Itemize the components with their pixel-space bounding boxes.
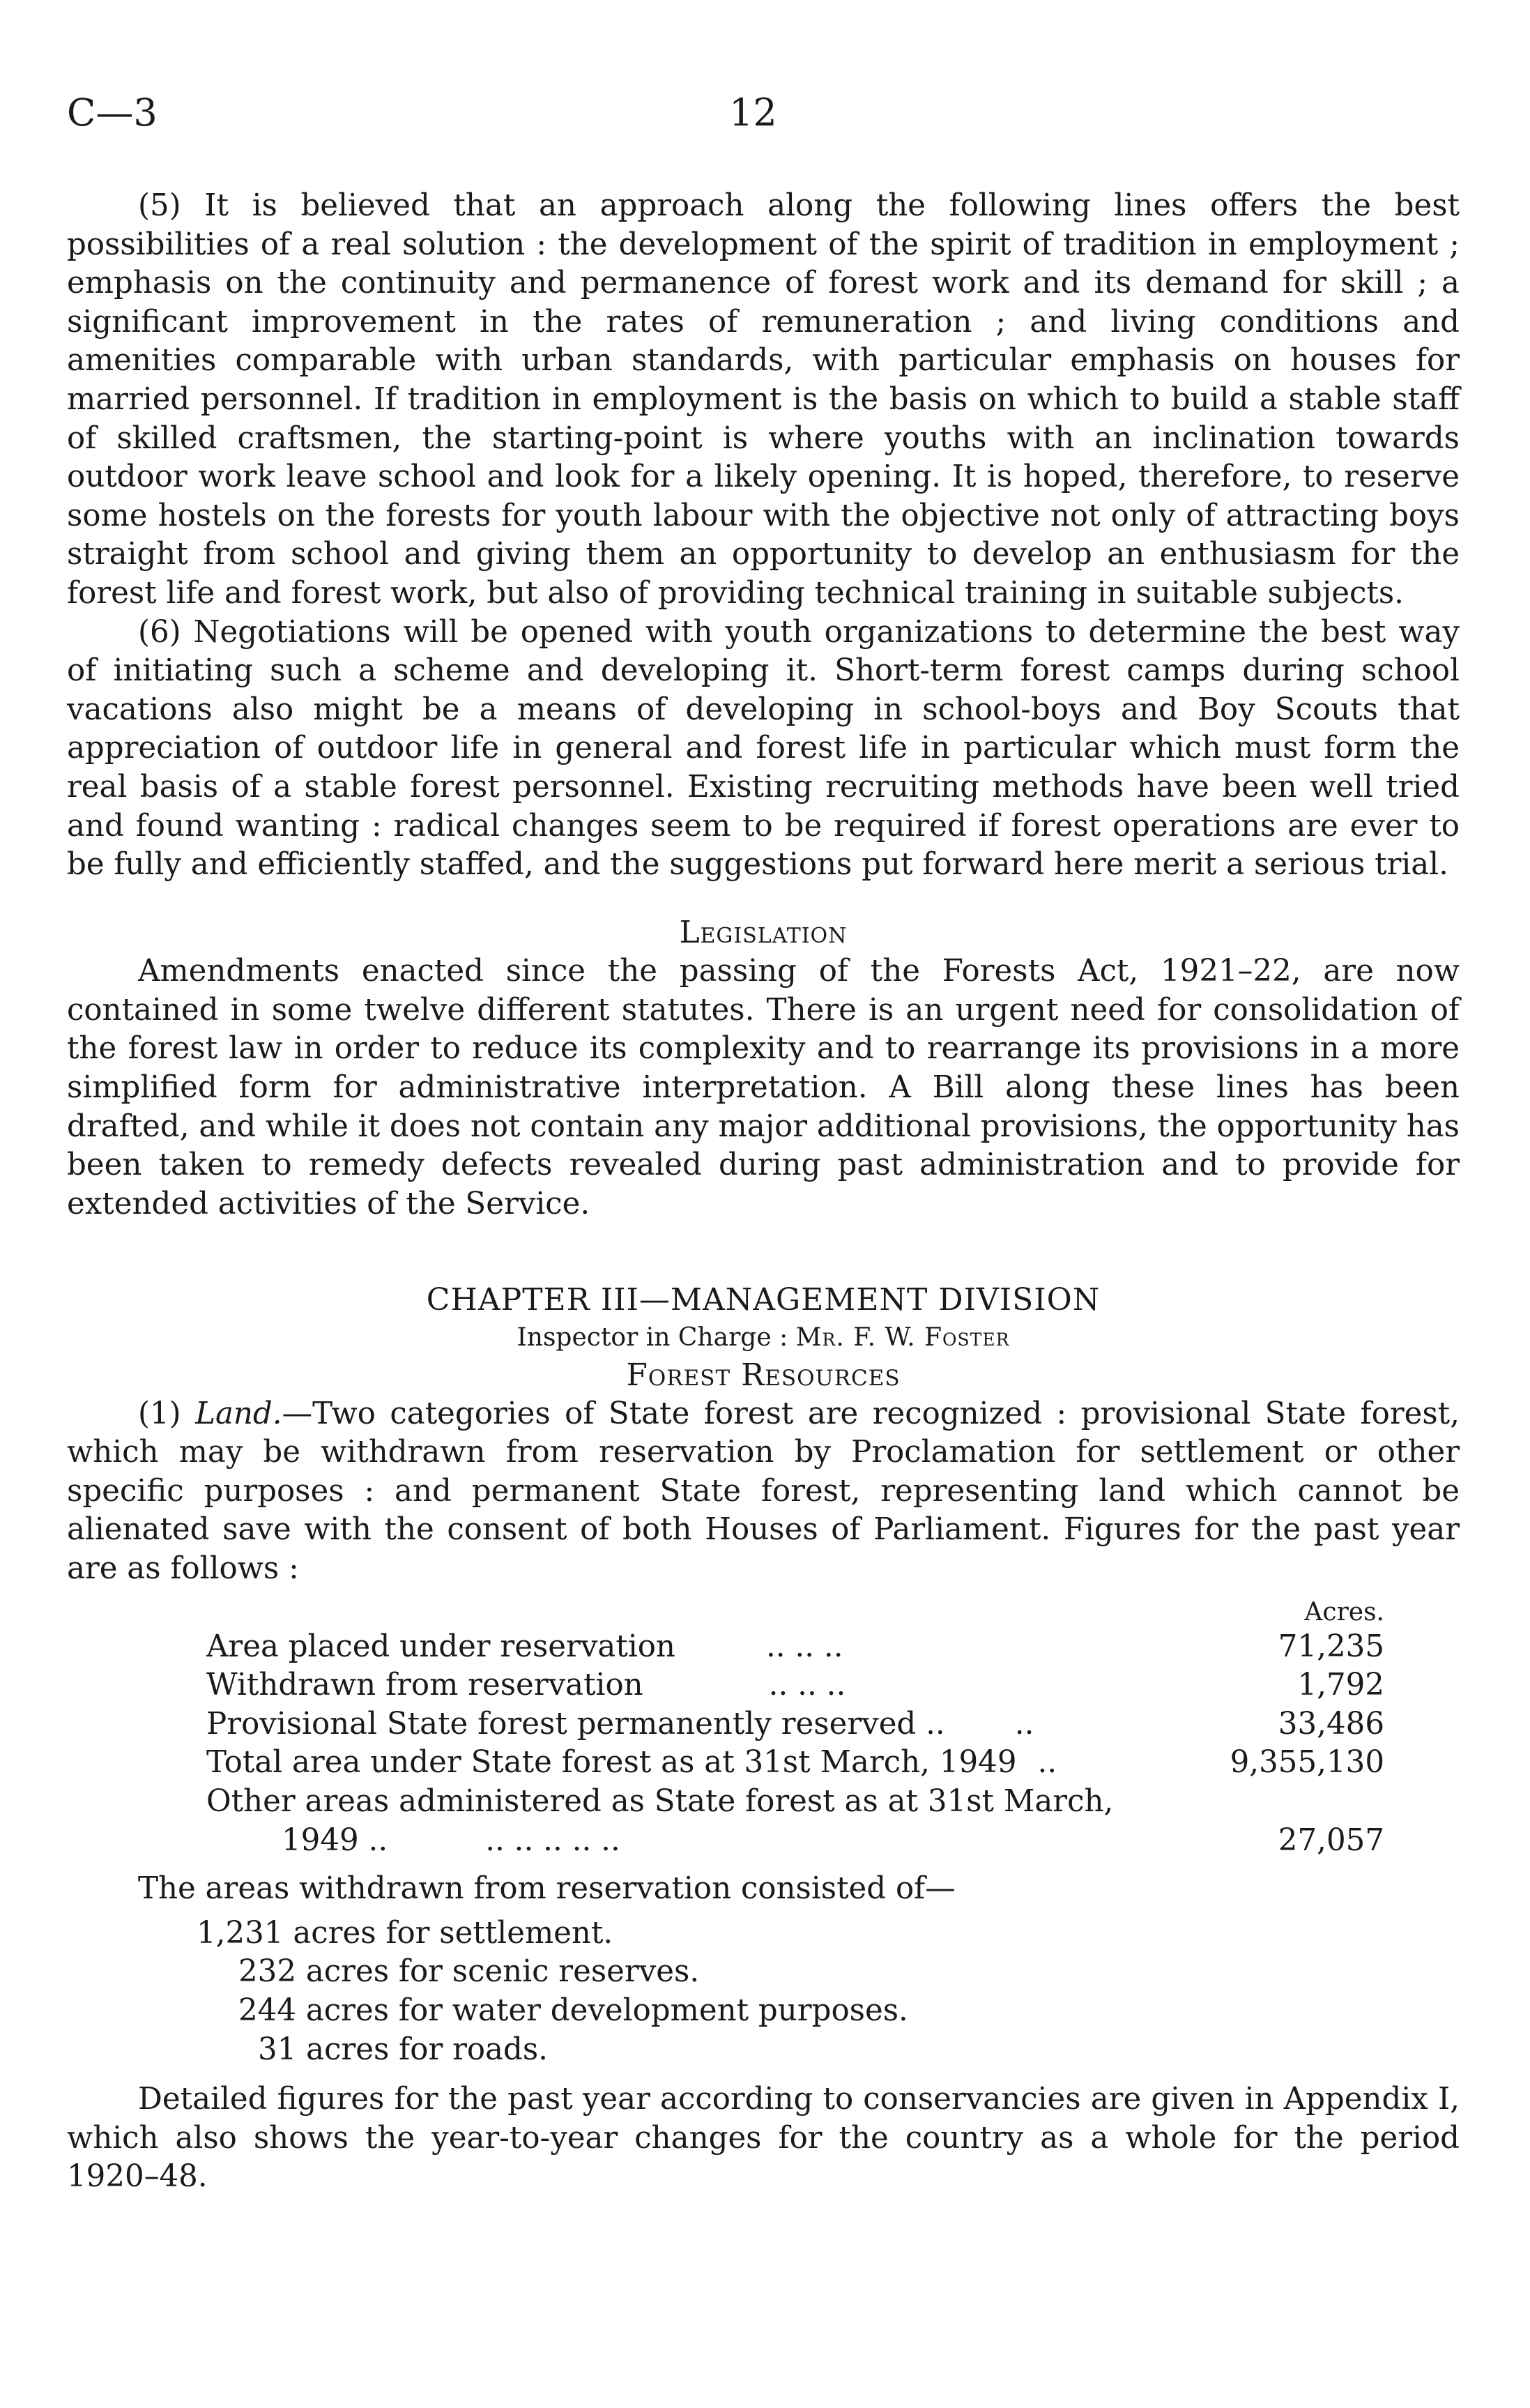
table-row bbox=[206, 1628, 1384, 1667]
row-value: 27,057 bbox=[1278, 1822, 1384, 1858]
chapter-title: CHAPTER III—MANAGEMENT DIVISION bbox=[426, 1282, 1101, 1318]
unit-label: Acres. bbox=[1304, 1597, 1384, 1626]
list-item: 244 acres for water development purposes. bbox=[238, 1992, 908, 2028]
legislation-heading: Legislation bbox=[679, 915, 848, 950]
inspector-label: Inspector in Charge : bbox=[517, 1323, 788, 1352]
table-row bbox=[206, 1744, 1384, 1783]
list-item: 31 acres for roads. bbox=[258, 2032, 548, 2067]
leader-dots: .. bbox=[1037, 1745, 1057, 1781]
figures-unit-row bbox=[206, 1597, 1384, 1628]
body-text bbox=[67, 187, 1460, 2197]
row-value: 1,792 bbox=[1297, 1668, 1384, 1703]
row-label: Total area under State forest as at 31st March, 1949 bbox=[206, 1745, 1017, 1781]
list-item: 232 acres for scenic reserves. bbox=[238, 1954, 700, 1990]
forest-resources-heading: Forest Resources bbox=[626, 1357, 901, 1394]
land-paragraph bbox=[67, 1395, 1460, 1589]
leader-dots: .. .. .. bbox=[765, 1629, 843, 1664]
withdrawn-intro: The areas withdrawn from reservation consisted of— bbox=[138, 1871, 956, 1907]
leader-dots: .. .. .. .. .. bbox=[485, 1822, 620, 1858]
table-row bbox=[206, 1666, 1384, 1705]
inspector-line bbox=[67, 1320, 1460, 1356]
closing-paragraph: Detailed figures for the past year according to conservancies are given in Appendix I, which also shows the year-to-year changes for the country as a whole for the period 1920–48. bbox=[67, 2082, 1460, 2195]
inspector-name: Mr. F. W. Foster bbox=[795, 1323, 1010, 1352]
area-figures-table bbox=[206, 1597, 1384, 1861]
withdrawn-list bbox=[67, 1914, 1460, 2069]
report-reference: C—3 bbox=[67, 91, 158, 135]
table-row bbox=[206, 1705, 1384, 1744]
table-row bbox=[206, 1822, 1384, 1861]
row-value: 9,355,130 bbox=[1230, 1745, 1384, 1781]
legislation-paragraph: Amendments enacted since the passing of the Forests Act, 1921–22, are now contained in some twelve different statutes. There is an urgent need for consolidation of the forest law in order to reduce its complexity and to rearrange its provisions in a more simplified form for administrative interpretation. A Bill along these lines has been drafted, and while it does not contain any major additional provisions, the opportunity has been taken to remedy defects revealed during past administration and to provide for extended activities of the Service. bbox=[67, 954, 1460, 1221]
leader-dots: .. .. .. bbox=[768, 1668, 846, 1703]
list-item: 1,231 acres for settlement. bbox=[197, 1915, 613, 1951]
row-value bbox=[1203, 1783, 1384, 1822]
land-text: —Two categories of State forest are recognized : provisional State forest, which may be withdrawn from reservation by Proclamation for settlement or other specific purposes : and permanent State forest, representing land which cannot be alienated save with the consent of both Houses of Parliament. Figures for the past year are as follows : bbox=[67, 1396, 1460, 1586]
table-row bbox=[206, 1783, 1384, 1822]
row-value: 71,235 bbox=[1278, 1629, 1384, 1664]
row-label: Area placed under reservation bbox=[206, 1629, 675, 1664]
row-label: 1949 .. bbox=[282, 1822, 388, 1858]
land-title: Land. bbox=[195, 1396, 282, 1431]
paragraph-5: (5) It is believed that an approach along the following lines offers the best possibilities of a real solution : the development of the spirit of tradition in employment ; emphasis on the continuity and permanence of forest work and its demand for skill ; a significant improvement in the rates of remuneration ; and living conditions and amenities comparable with urban standards, with particular emphasis on houses for married personnel. If tradition in employment is the basis on which to build a stable staff of skilled craftsmen, the starting-point is where youths with an inclination towards outdoor work leave school and look for a likely opening. It is hoped, therefore, to reserve some hostels on the forests for youth labour with the objective not only of attracting boys straight from school and giving them an opportunity to develop an enthusiasm for the forest life and forest work, but also of providing technical training in suitable subjects. bbox=[67, 188, 1460, 611]
row-label: Withdrawn from reservation bbox=[206, 1668, 643, 1703]
row-value: 33,486 bbox=[1278, 1706, 1384, 1742]
paragraph-6: (6) Negotiations will be opened with youth organizations to determine the best way of initiating such a scheme and developing it. Short-term forest camps during school vacations also might be a means of developing in school-boys and Boy Scouts that appreciation of outdoor life in general and forest life in particular which must form the real basis of a stable forest personnel. Existing recruiting methods have been well tried and found wanting : radical changes seem to be required if forest operations are ever to be fully and efficiently staffed, and the suggestions put forward here merit a serious trial. bbox=[67, 614, 1460, 883]
leader-dots: .. bbox=[1014, 1706, 1034, 1742]
land-number: (1) bbox=[138, 1396, 181, 1431]
row-label: Other areas administered as State forest as at 31st March, bbox=[206, 1783, 1114, 1819]
row-label: Provisional State forest permanently reserved .. bbox=[206, 1706, 945, 1742]
page-number: 12 bbox=[729, 91, 777, 135]
